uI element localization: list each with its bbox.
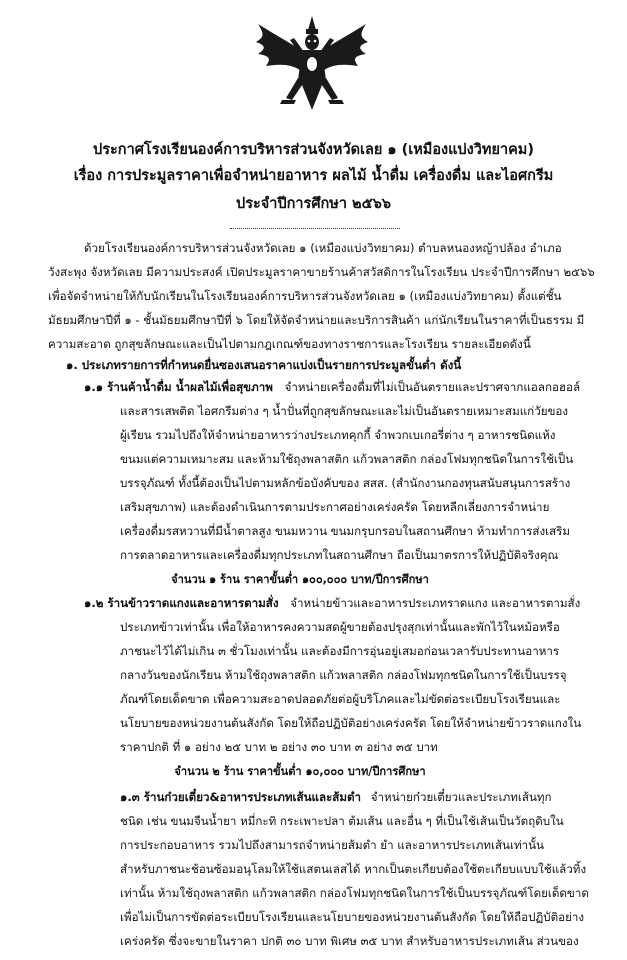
item-line: ประเภทข้าวเท่านั้น เพื่อให้อาหารคงความสดผู้ขายต้องปรุงสุกเท่านั้นและพักไว้ในหม้อหรือ [120,620,560,634]
item-first-line [120,790,552,805]
item-line: เพื่อไม่เป็นการขัดต่อระเบียบโรงเรียนและนโยบายของหน่วยงานต้นสังกัด โดยให้ถือปฏิบัติอย่าง [120,910,585,924]
item-line: เครื่องดื่มรสหวานที่มีน้ำตาลสูง ขนมหวาน ขนมกรุบกรอบในสถานศึกษา ห้ามทำการส่งเสริม [120,524,571,538]
item-line: ภาชนะไว้ได้ไม่เกิน ๓ ชั่วโมงเท่านั้น และต้องมีการอุ่นอยู่เสมอก่อนเวลารับประทานอาหาร [120,644,560,658]
item-first-line [84,596,580,611]
item-line: ผู้เรียน รวมไปถึงให้จำหน่ายอาหารว่างประเภทคุกกี้ จำพวกเบเกอรี่ต่าง ๆ อาหารชนิดแห้ง [120,428,556,442]
item-heading: ๑.๒ ร้านข้าวราดแกงและอาหารตามสั่ง [84,596,279,610]
garuda-emblem-icon [252,14,372,114]
item-line: การตลาดอาหารและเครื่องดื่มทุกประเภทในสถานศึกษา ถือเป็นมาตรการให้ปฏิบัติจริงคุณ [120,548,559,562]
item-summary: จำนวน ๒ ร้าน ราคาขั้นต่ำ ๑๐,๐๐๐ บาท/ปีการศึกษา [174,764,426,778]
item-text: จำหน่ายเครื่องดื่มที่ไม่เป็นอันตรายและปราศจากแอลกอฮอล์ [284,380,581,394]
item-line: การประกอบอาหาร รวมไปถึงสามารถจำหน่ายส้มตำ ยำ และอาหารประเภทเส้นเท่านั้น [120,838,544,852]
item-summary: จำนวน ๑ ร้าน ราคาขั้นต่ำ ๑๐๐,๐๐๐ บาท/ปีการศึกษา [171,572,429,586]
item-first-line [84,380,580,395]
item-line: เสริมสุขภาพ) และต้องดำเนินการตามประกาศอย่างเคร่งครัด โดยหลีกเลี่ยงการจำหน่าย [120,500,550,514]
item-line: เคร่งครัด ซึ่งจะขายในราคา ปกติ ๓๐ บาท พิเศษ ๓๕ บาท สำหรับอาหารประเภทเส้น ส่วนของ [120,934,579,948]
intro-line: ความสะอาด ถูกสุขลักษณะและเป็นไปตามกฎเกณฑ์ของทางราชการและโรงเรียน รายละเอียดดังนี้ [48,337,531,351]
academic-year: ประจำปีการศึกษา ๒๕๖๖ [235,196,391,212]
item-line: สำหรับภาชนะช้อนซ้อมอนุโลมให้ใช้แสตนเลสได้ หากเป็นตะเกียบต้องใช้ตะเกียบแบบใช้แล้วทิ้ง [120,862,587,876]
item-line: ภัณฑ์โดยเด็ดขาด เพื่อความสะอาดปลอดภัยต่อผู้บริโภคและไม่ขัดต่อระเบียบโรงเรียนและ [120,692,561,706]
item-line: บรรจุภัณฑ์ ทั้งนี้ต้องเป็นไปตามหลักข้อบังคับของ สสส. (สำนักงานกองทุนสนับสนุนการสร้าง [120,476,571,490]
item-line: กลางวันของนักเรียน ห้ามใช้ถุงพลาสติก แก้วพลาสติก กล่องโฟมทุกชนิดในการใช้เป็นบรรจุ [120,668,567,682]
item-heading: ๑.๑ ร้านค้าน้ำดื่ม น้ำผลไม้เพื่อสุขภาพ [84,380,273,394]
item-line: ขนมแต่ความเหมาะสม และห้ามใช้ถุงพลาสติก แก้วพลาสติก กล่องโฟมทุกชนิดในการใช้เป็น [120,452,574,466]
item-line: ชนิด เช่น ขนมจีนน้ำยา หมี่กะทิ กระเพาะปลา ต้มเส้น และอื่น ๆ ที่เป็นใช้เส้นเป็นวัตถุดิบใน [120,814,564,828]
intro-line: เพื่อจัดจำหน่ายให้กับนักเรียนในโรงเรียนองค์การบริหารส่วนจังหวัดเลย ๑ (เหมืองแบ่งวิทยาคม) ตั้งแต่ชั้น [48,289,562,303]
header-separator [230,228,400,229]
item-line: เท่านั้น ห้ามใช้ถุงพลาสติก แก้วพลาสติก กล่องโฟมทุกชนิดในการใช้เป็นบรรจุภัณฑ์โดยเด็ดขาด [120,886,589,900]
intro-line: ด้วยโรงเรียนองค์การบริหารส่วนจังหวัดเลย ๑ (เหมืองแบ่งวิทยาคม) ตำบลหนองหญ้าปล้อง อำเภอ [84,241,562,255]
item-line: ราคาปกติ ที่ ๑ อย่าง ๒๕ บาท ๒ อย่าง ๓๐ บาท ๓ อย่าง ๓๕ บาท [120,740,438,754]
item-text: จำหน่ายข้าวและอาหารประเภทราดแกง และอาหารตามสั่ง [290,596,581,610]
item-line: นโยบายของหน่วยงานต้นสังกัด โดยให้ถือปฏิบัติอย่างเคร่งครัด โดยให้จำหน่ายข้าวราดแกงใน [120,716,582,730]
intro-line: วังสะพุง จังหวัดเลย มีความประสงค์ เปิดประมูลราคาขายร้านค้าสวัสดิการในโรงเรียน ประจำปีการศึกษา ๒๕๖๖ [48,265,595,279]
announcement-subject: เรื่อง การประมูลราคาเพื่อจำหน่ายอาหาร ผลไม้ น้ำดื่ม เครื่องดื่ม และไอศกรีม [73,168,554,184]
intro-line: มัธยมศึกษาปีที่ ๑ - ชั้นมัธยมศึกษาปีที่ ๖ โดยให้จัดจำหน่ายและบริการสินค้า แก่นักเรียนในราคาที่เป็นธรรม มี [48,313,585,327]
item-heading: ๑.๓ ร้านก๋วยเตี๋ยว&อาหารประเภทเส้นและส้มตำ [120,790,362,804]
announcement-title: ประกาศโรงเรียนองค์การบริหารส่วนจังหวัดเลย ๑ (เหมืองแบ่งวิทยาคม) [93,142,534,158]
item-line: และสารเสพติด ไอศกรีมต่าง ๆ น้ำปั่นที่ถูกสุขลักษณะและไม่เป็นอันตรายเหมาะสมแก่วัยของ [120,404,569,418]
section-title: ๑. ประเภทรายการที่กำหนดยื่นซองเสนอราคาแบ่งเป็นรายการประมูลขั้นต่ำ ดังนี้ [66,358,462,372]
item-text: จำหน่ายก๋วยเตี๋ยวและประเภทเส้นทุก [370,790,552,804]
